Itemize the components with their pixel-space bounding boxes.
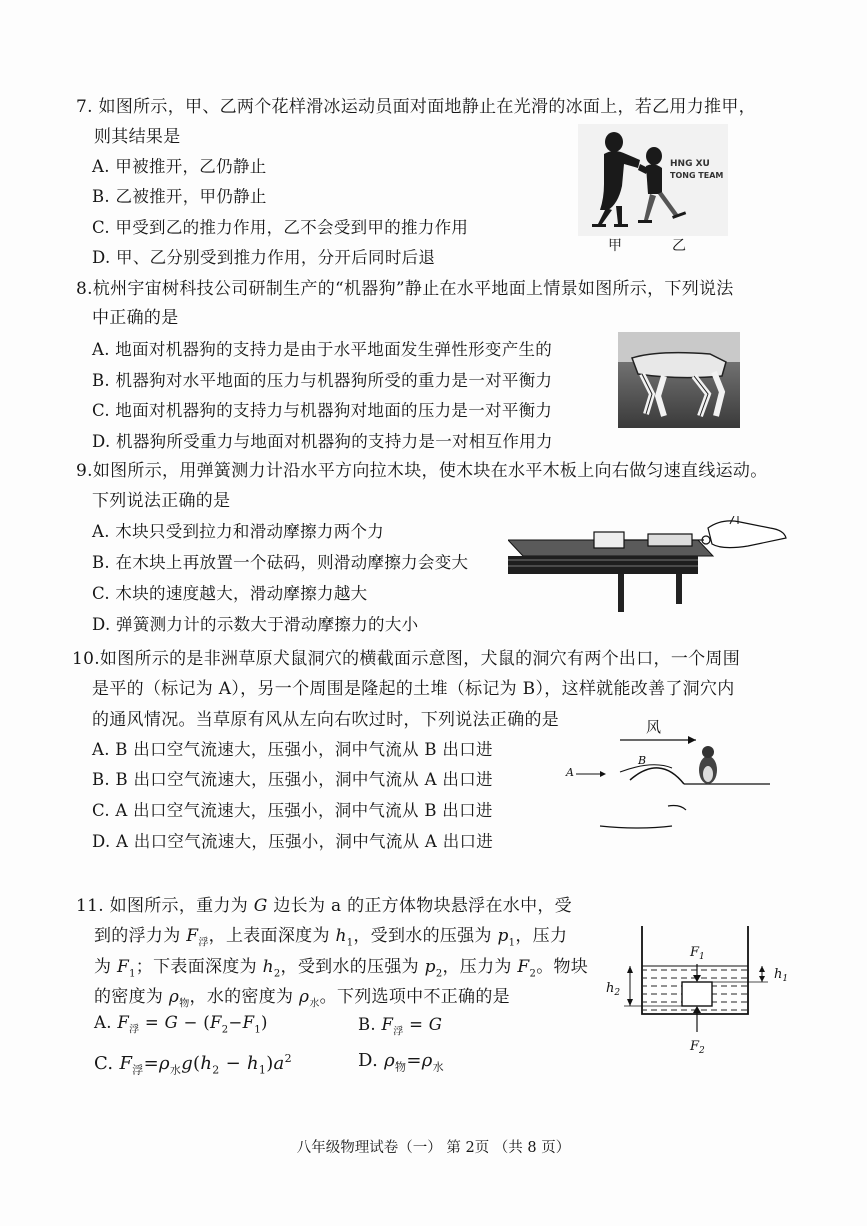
q7-stem-line2: 则其结果是 <box>94 127 181 147</box>
spring-scale <box>648 534 692 546</box>
q8-option-a: A. 地面对机器狗的支持力是由于水平地面发生弹性形变产生的 <box>92 340 553 359</box>
label-h1: $h_1$ <box>774 967 789 984</box>
wind-arrow <box>688 736 696 744</box>
q10-stem-line1: 10.如图所示的是非洲草原犬鼠洞穴的横截面示意图，犬鼠的洞穴有两个出口，一个周围 <box>72 649 741 669</box>
q8-stem-line2: 中正确的是 <box>92 308 179 328</box>
q10-option-c: C. A 出口空气流速大，压强小，洞中气流从 B 出口进 <box>92 801 493 820</box>
wood-block <box>594 532 624 548</box>
label-jia: 甲 <box>608 238 622 254</box>
q11-option-a: A. $F_浮 = G - (F_2-F_1)$ <box>94 1013 268 1036</box>
q7-option-a: A. 甲被推开，乙仍静止 <box>92 157 267 176</box>
page-footer: 八年级物理试卷（一） 第 2页 （共 8 页） <box>296 1140 571 1156</box>
label-yi: 乙 <box>672 238 686 254</box>
label-h2: $h_2$ <box>606 981 621 998</box>
hand <box>708 521 786 548</box>
q8-option-c: C. 地面对机器狗的支持力与机器狗对地面的压力是一对平衡力 <box>92 401 553 420</box>
wind-label: 风 <box>646 718 662 736</box>
q9-option-b: B. 在木块上再放置一个砝码，则滑动摩擦力会变大 <box>92 553 469 572</box>
q10-option-d: D. A 出口空气流速大，压强小，洞中气流从 A 出口进 <box>92 832 494 851</box>
q9-option-d: D. 弹簧测力计的示数大于滑动摩擦力的大小 <box>92 615 419 634</box>
q11-stem-line2: 到的浮力为 $F_浮$，上表面深度为 $h_1$，受到水的压强为 $p_1$，压力 <box>94 926 568 949</box>
q7-option-c: C. 甲受到乙的推力作用，乙不会受到甲的推力作用 <box>92 218 469 237</box>
q9-option-c: C. 木块的速度越大，滑动摩擦力越大 <box>92 584 368 603</box>
robot-dog-photo <box>618 332 740 428</box>
q7-option-b: B. 乙被推开，甲仍静止 <box>92 187 267 206</box>
q11-option-d: D. $\rho_物=\rho_水$ <box>358 1050 444 1074</box>
q9-stem-line2: 下列说法正确的是 <box>92 491 231 511</box>
label-a: A <box>566 766 574 779</box>
q10-option-a: A. B 出口空气流速大，压强小，洞中气流从 B 出口进 <box>92 740 493 759</box>
q9-option-a: A. 木块只受到拉力和滑动摩擦力两个力 <box>92 522 385 541</box>
label-f1: $F_1$ <box>690 945 705 962</box>
submerged-block-figure <box>600 926 800 1066</box>
mound-b <box>630 768 684 784</box>
burrow-figure <box>560 714 770 838</box>
q11-stem-line4: 的密度为 $\rho_物$，水的密度为 $\rho_水$。下列选项中不正确的是 <box>94 987 510 1010</box>
q8-option-b: B. 机器狗对水平地面的压力与机器狗所受的重力是一对平衡力 <box>92 371 553 390</box>
q10-stem-line2: 是平的（标记为 A），另一个周围是隆起的土堆（标记为 B），这样就能改善了洞穴内 <box>92 679 735 699</box>
prairie-dog <box>699 746 717 784</box>
skaters-banner-1: HNG XU <box>670 159 710 169</box>
skaters-banner-2: TONG TEAM <box>670 171 724 180</box>
spring-scale-figure <box>508 516 790 616</box>
q11-stem-line3: 为 $F_1$；下表面深度为 $h_2$，受到水的压强为 $p_2$，压力为 $F_2$。物块 <box>94 957 589 980</box>
label-f2: $F_2$ <box>690 1039 705 1056</box>
label-b: B <box>638 754 647 767</box>
q7-option-d: D. 甲、乙分别受到推力作用，分开后同时后退 <box>92 248 436 267</box>
q10-stem-line3: 的通风情况。当草原有风从左向右吹过时，下列说法正确的是 <box>92 710 560 730</box>
q11-stem-line1: 11. 如图所示，重力为 G 边长为 a 的正方体物块悬浮在水中，受 <box>76 896 572 916</box>
q11-option-c: C. $F_浮=\rho_水g(h_2 - h_1)a^2$ <box>94 1052 292 1077</box>
skaters-figure <box>578 124 728 256</box>
q7-stem-line1: 7. 如图所示，甲、乙两个花样滑冰运动员面对面地静止在光滑的冰面上，若乙用力推甲， <box>76 97 756 117</box>
q9-stem-line1: 9.如图所示，用弹簧测力计沿水平方向拉木块，使木块在水平木板上向右做匀速直线运动。 <box>76 461 768 481</box>
q11-option-b: B. $F_浮 = G$ <box>358 1015 443 1038</box>
cube-block <box>682 982 712 1006</box>
q8-option-d: D. 机器狗所受重力与地面对机器狗的支持力是一对相互作用力 <box>92 432 553 451</box>
q8-stem-line1: 8.杭州宇宙树科技公司研制生产的“机器狗”静止在水平地面上情景如图所示，下列说法 <box>76 279 734 299</box>
q10-option-b: B. B 出口空气流速大，压强小，洞中气流从 A 出口进 <box>92 770 493 789</box>
